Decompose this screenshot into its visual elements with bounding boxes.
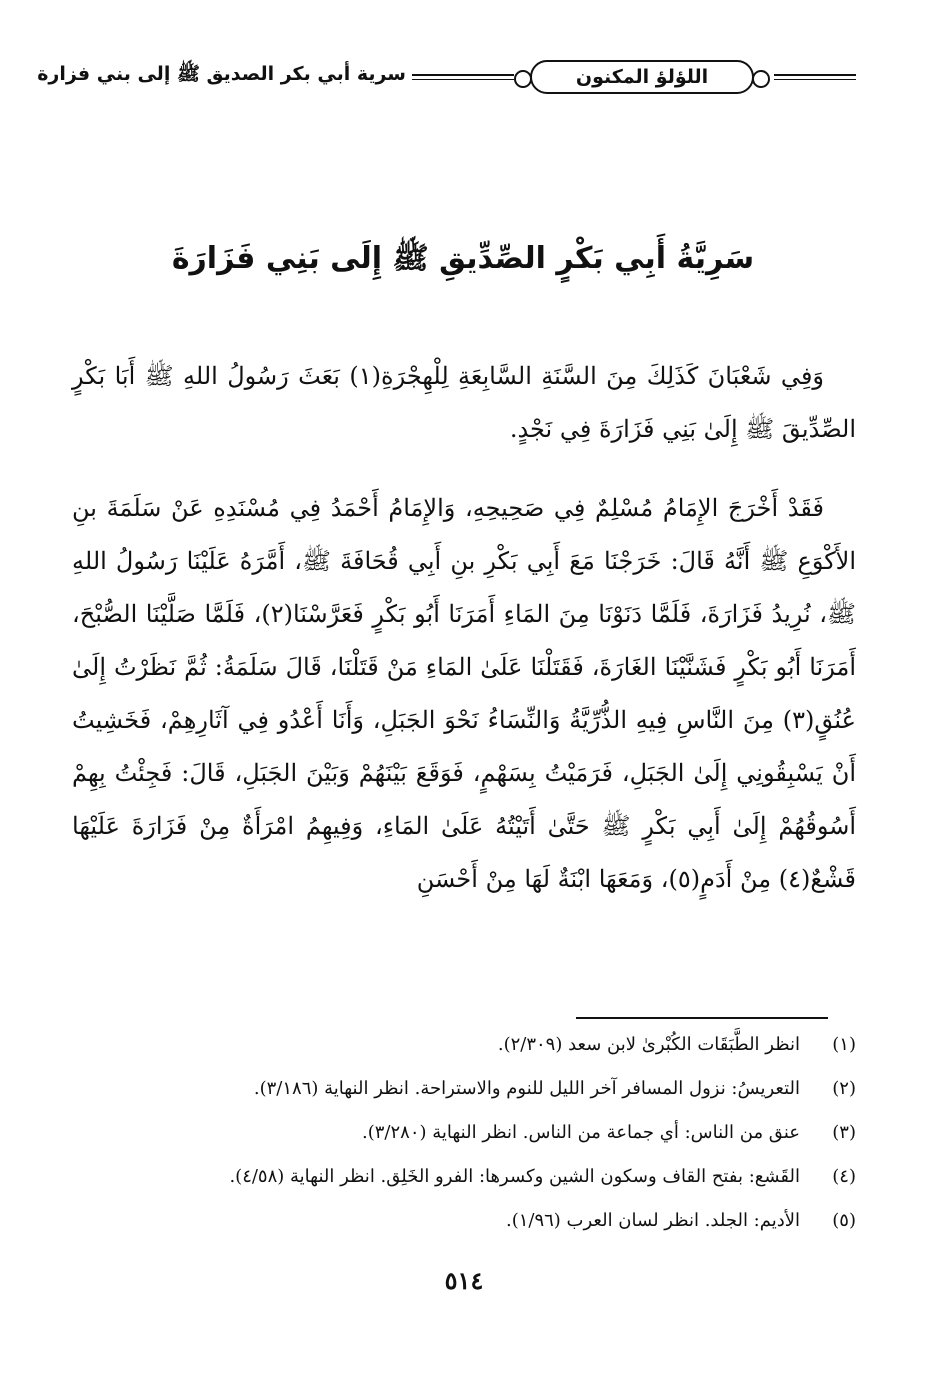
footnote-text: الأديم: الجلد. انظر لسان العرب (١/٩٦). — [505, 1210, 800, 1231]
body-text — [72, 350, 856, 906]
paragraph-text: وَفِي شَعْبَانَ كَذَلِكَ مِنَ السَّنَةِ السَّابِعَةِ لِلْهِجْرَةِ(١) بَعَثَ رَسُولُ اللهِ ﷺ أَبَا بَكْرٍ الصِّدِّيقَ ﷺ إِلَىٰ بَنِي فَزَارَةَ فِي نَجْدٍ. — [72, 362, 856, 443]
footnotes — [100, 1034, 856, 1254]
footnote-separator — [576, 1017, 828, 1019]
paragraph — [72, 350, 856, 456]
footnote-text: عنق من الناس: أي جماعة من الناس. انظر النهاية (٣/٢٨٠). — [362, 1122, 800, 1143]
footnote-item — [100, 1122, 856, 1166]
paragraph-text: فَقَدْ أَخْرَجَ الإِمَامُ مُسْلِمٌ فِي صَحِيحِهِ، وَالإِمَامُ أَحْمَدُ فِي مُسْنَدِهِ عَنْ سَلَمَةَ بنِ الأَكْوَعِ ﷺ أَنَّهُ قَالَ: خَرَجْنَا مَعَ أَبِي بَكْرِ بنِ أَبِي قُحَافَةَ ﷺ، أَمَّرَهُ عَلَيْنَا رَسُولُ اللهِ ﷺ، نُرِيدُ فَزَارَةَ، فَلَمَّا دَنَوْنَا مِنَ المَاءِ أَمَرَنَا أَبُو بَكْرٍ فَعَرَّسْنَا(٢)، فَلَمَّا صَلَّيْنَا الصُّبْحَ، أَمَرَنَا أَبُو بَكْرٍ فَشَنَّيْنَا الغَارَةَ، فَقَتَلْنَا عَلَىٰ المَاءِ مَنْ قَتَلْنَا، قَالَ سَلَمَةُ: ثُمَّ نَظَرْتُ إِلَىٰ عُنُقٍ(٣) مِنَ النَّاسِ فِيهِ الذُّرِّيَّةُ وَالنِّسَاءُ نَحْوَ الجَبَلِ، وَأَنَا أَعْدُو فِي آثَارِهِمْ، فَخَشِيتُ أَنْ يَسْبِقُونِي إِلَىٰ الجَبَلِ، فَرَمَيْتُ بِسَهْمٍ، فَوَقَعَ بَيْنَهُمْ وَبَيْنَ الجَبَلِ، قَالَ: فَجِئْتُ بِهِمْ أَسُوقُهُمْ إِلَىٰ أَبِي بَكْرٍ ﷺ حَتَّىٰ أَتَيْتُهُ عَلَىٰ المَاءِ، وَفِيهِمُ امْرَأَةٌ مِنْ فَزَارَةَ عَلَيْهَا قَشْعٌ(٤) مِنْ أَدَمٍ(٥)، وَمَعَهَا ابْنَةٌ لَهَا مِنْ أَحْسَنِ — [72, 494, 856, 893]
header-rule-right — [774, 74, 856, 80]
footnote-text: انظر الطَّبَقَات الكُبْرىٰ لابن سعد (٢/٣٠٩). — [497, 1034, 800, 1055]
footnote-number: (٢) — [832, 1078, 856, 1099]
header-rule-middle — [412, 74, 514, 80]
footnote-item — [100, 1078, 856, 1122]
page-number: ٥١٤ — [444, 1266, 484, 1295]
footnote-item — [100, 1210, 856, 1254]
book-title: اللؤلؤ المكنون — [575, 66, 709, 88]
book-title-ornament — [522, 52, 762, 102]
footnote-number: (١) — [832, 1034, 856, 1055]
section-title: سَرِيَّةُ أَبِي بَكْرٍ الصِّدِّيقِ ﷺ إِلَى بَنِي فَزَارَةَ — [171, 241, 755, 276]
chapter-running-title: سرية أبي بكر الصديق ﷺ إلى بني فزارة — [37, 63, 406, 85]
footnote-number: (٥) — [832, 1210, 856, 1231]
footnote-item — [100, 1166, 856, 1210]
running-header — [37, 48, 856, 108]
footnote-number: (٤) — [832, 1166, 856, 1187]
footnote-number: (٣) — [832, 1122, 856, 1143]
footnote-item — [100, 1034, 856, 1078]
paragraph — [72, 482, 856, 906]
footnote-text: القَشع: بفتح القاف وسكون الشين وكسرها: الفرو الخَلِق. انظر النهاية (٤/٥٨). — [229, 1166, 800, 1187]
footnote-text: التعريسُ: نزول المسافر آخر الليل للنوم والاستراحة. انظر النهاية (٣/١٨٦). — [253, 1078, 800, 1099]
